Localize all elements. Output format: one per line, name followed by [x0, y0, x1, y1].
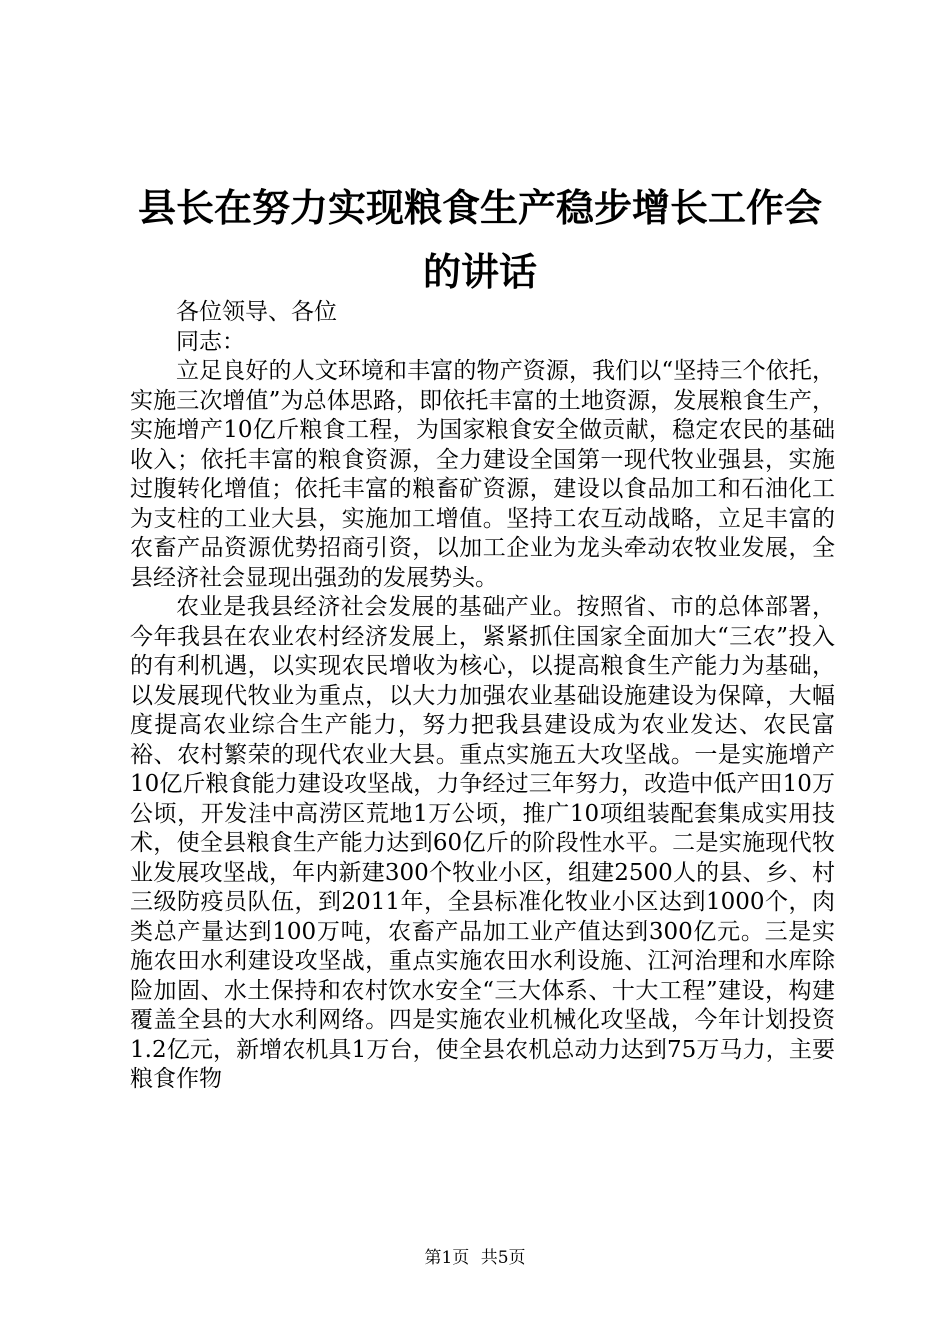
body-paragraph-1: 立足良好的人文环境和丰富的物产资源，我们以“坚持三个依托，实施三次增值”为总体思路，即依托丰富的土地资源，发展粮食生产，实施增产10亿斤粮食工程，为国家粮食安全做贡献，稳定农民的基础收入；依托丰富的粮食资源，全力建设全国第一现代牧业强县，实施过腹转化增值；依托丰富的粮畜矿资源，建设以食品加工和石油化工为支柱的工业大县，实施加工增值。坚持工农互动战略，立足丰富的农畜产品资源优势招商引资，以加工企业为龙头牵动农牧业发展，全县经济社会显现出强劲的发展势头。 [130, 358, 835, 591]
page-number-current: 第1页 [424, 1248, 470, 1268]
salutation-line-1: 各位领导、各位 [176, 299, 337, 325]
page-footer [0, 1243, 950, 1268]
body-paragraph-2: 农业是我县经济社会发展的基础产业。按照省、市的总体部署，今年我县在农业农村经济发展上，紧紧抓住国家全面加大“三农”投入的有利机遇，以实现农民增收为核心，以提高粮食生产能力为基础，以发展现代牧业为重点，以大力加强农业基础设施建设为保障，大幅度提高农业综合生产能力，努力把我县建设成为农业发达、农民富裕、农村繁荣的现代农业大县。重点实施五大攻坚战。一是实施增产10亿斤粮食能力建设攻坚战，力争经过三年努力，改造中低产田10万公顷，开发洼中高涝区荒地1万公顷，推广10项组装配套集成实用技术，使全县粮食生产能力达到60亿斤的阶段性水平。二是实施现代牧业发展攻坚战，年内新建300个牧业小区，组建2500人的县、乡、村三级防疫员队伍，到2011年，全县标准化牧业小区达到1000个，肉类总产量达到100万吨，农畜产品加工业产值达到300亿元。三是实施农田水利建设攻坚战，重点实施农田水利设施、江河治理和水库除险加固、水土保持和农村饮水安全“三大体系、十大工程”建设，构建覆盖全县的大水利网络。四是实施农业机械化攻坚战，今年计划投资1.2亿元，新增农机具1万台，使全县农机总动力达到75万马力，主要粮食作物 [130, 594, 835, 1092]
page-number-total: 共5页 [480, 1248, 526, 1268]
document-title: 县长在努力实现粮食生产稳步增长工作会的讲话 [137, 185, 822, 294]
salutation-line-2: 同志： [176, 328, 245, 355]
document-body [130, 298, 835, 1095]
